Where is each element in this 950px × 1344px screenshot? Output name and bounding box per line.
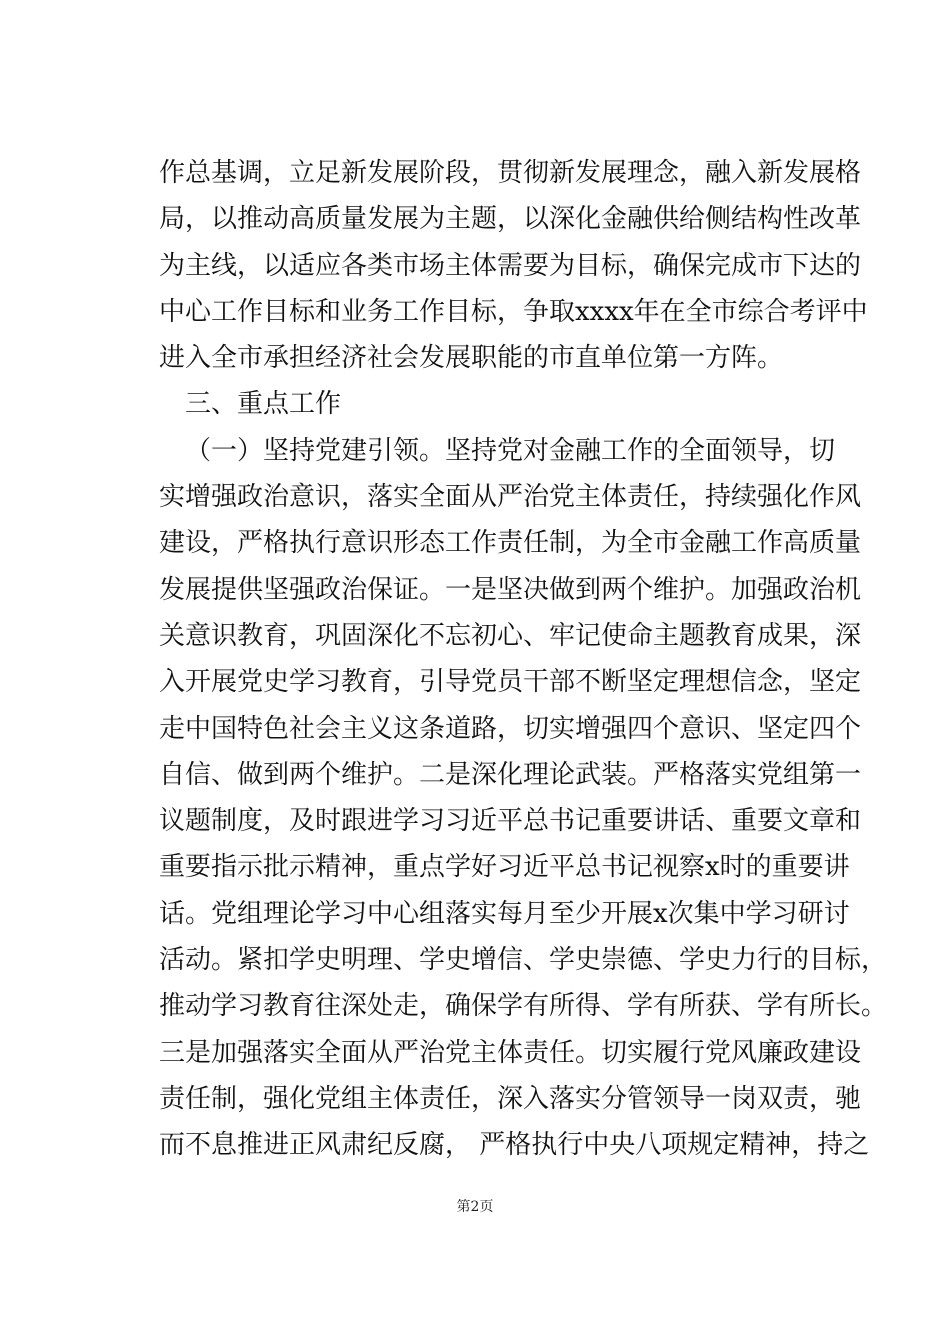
text-line: 作总基调，立足新发展阶段，贯彻新发展理念，融入新发展格 [159, 158, 862, 188]
document-body [159, 150, 888, 1169]
text-line: 责任制，强化党组主体责任，深入落实分管领导一岗双责，驰 [159, 1083, 862, 1114]
text-line: 重要指示批示精神，重点学好习近平总书记视察x时的重要讲 [159, 852, 850, 883]
text-line: 入开展党史学习教育，引导党员干部不断坚定理想信念，坚定 [159, 667, 862, 698]
text-line: 而不息推进正风肃纪反腐， 严格执行中央八项规定精神，持之 [159, 1130, 870, 1161]
text-line: 关意识教育，巩固深化不忘初心、牢记使命主题教育成果，深 [159, 620, 862, 651]
paragraph-first-line: （一）坚持党建引领。坚持党对金融工作的全面领导，切 [185, 435, 836, 466]
text-line: 实增强政治意识，落实全面从严治党主体责任，持续强化作风 [159, 482, 862, 513]
text-line: 进入全市承担经济社会发展职能的市直单位第一方阵。 [159, 343, 784, 374]
text-line: 为主线，以适应各类市场主体需要为目标，确保完成市下达的 [159, 250, 862, 281]
text-line: 三是加强落实全面从严治党主体责任。切实履行党风廉政建设 [159, 1037, 862, 1068]
text-line: 推动学习教育往深处走，确保学有所得、学有所获、学有所长。 [159, 991, 888, 1022]
section-heading: 三、重点工作 [185, 389, 342, 420]
text-line: 中心工作目标和业务工作目标，争取xxxx年在全市综合考评中 [159, 296, 868, 327]
text-line: 发展提供坚强政治保证。一是坚决做到两个维护。加强政治机 [159, 574, 862, 605]
text-line: 活动。紧扣学史明理、学史增信、学史崇德、学史力行的目标， [159, 945, 888, 976]
text-line: 局，以推动高质量发展为主题，以深化金融供给侧结构性改革 [159, 204, 862, 235]
text-line: 议题制度，及时跟进学习习近平总书记重要讲话、重要文章和 [159, 806, 862, 837]
text-line: 走中国特色社会主义这条道路，切实增强四个意识、坚定四个 [159, 713, 862, 744]
text-line: 话。党组理论学习中心组落实每月至少开展x次集中学习研讨 [159, 898, 850, 929]
text-line: 建设，严格执行意识形态工作责任制，为全市金融工作高质量 [159, 528, 862, 559]
text-line: 自信、做到两个维护。二是深化理论武装。严格落实党组第一 [159, 759, 862, 790]
page-number: 第2页 [456, 1199, 494, 1215]
